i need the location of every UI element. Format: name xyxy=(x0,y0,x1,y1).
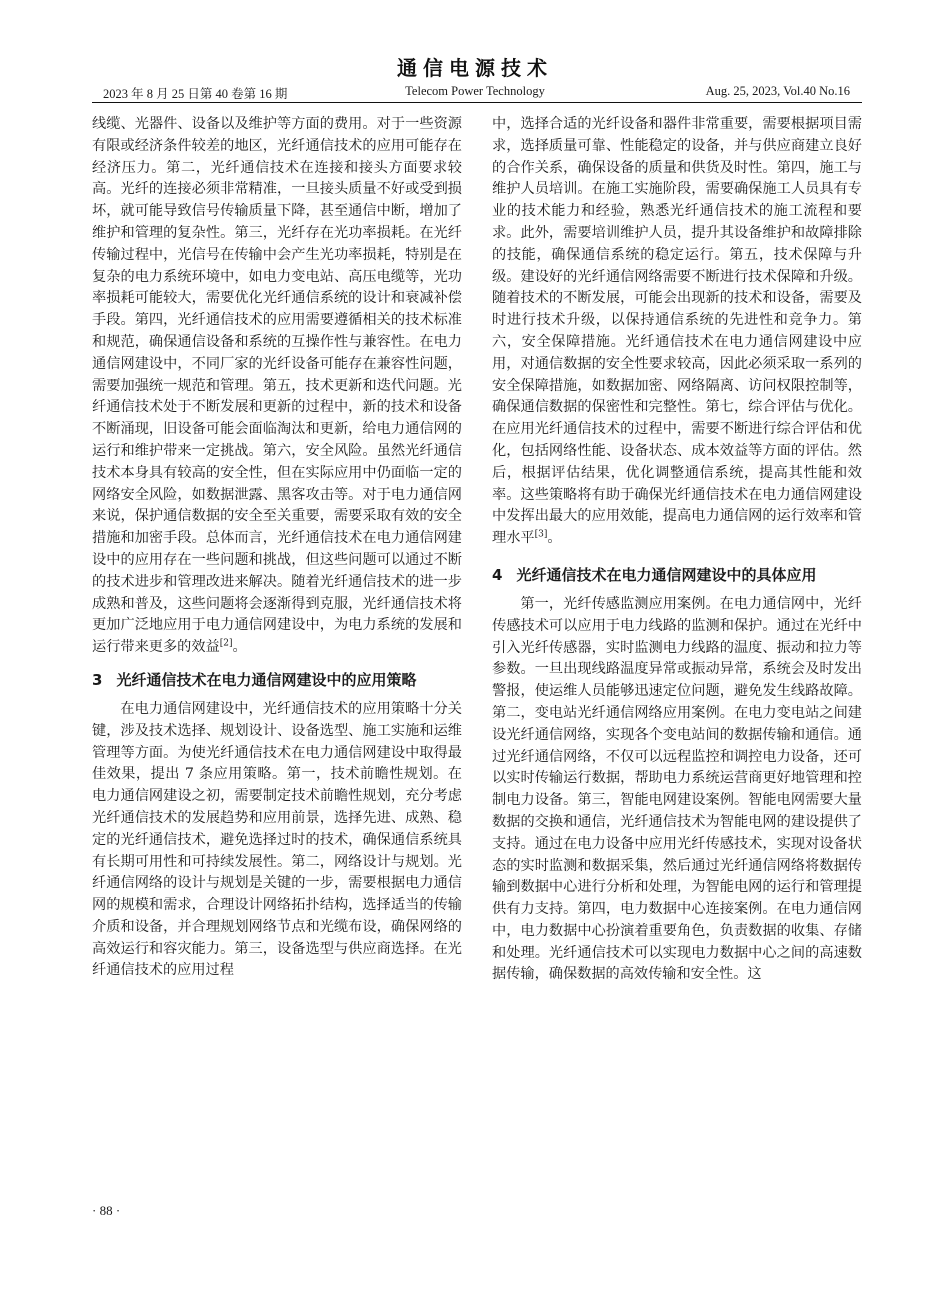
journal-name-en: Telecom Power Technology xyxy=(405,84,545,98)
reference-2[interactable]: [2] xyxy=(219,638,233,649)
issue-date-cn: 2023 年 8 月 25 日第 40 卷第 16 期 xyxy=(103,87,288,101)
left-paragraph-1: 线缆、光器件、设备以及维护等方面的费用。对于一些资源有限或经济条件较差的地区，光纤通信技术的应用可能存在经济压力。第二，光纤通信技术在连接和接头方面要求较高。光纤的连接必须非常精准，一旦接头质量不好或受到损坏，就可能导致信号传输质量下降，甚至通信中断，增加了维护和管理的复杂性。第三，光纤存在光功率损耗。在光纤传输过程中，光信号在传输中会产生光功率损耗，特别是在复杂的电力系统环境中，如电力变电站、高压电缆等，光功率损耗可能较大，需要优化光纤通信系统的设计和衰减补偿手段。第四，光纤通信技术的应用需要遵循相关的技术标准和规范，确保通信设备和系统的互操作性与兼容性。在电力通信网建设中，不同厂家的光纤设备可能存在兼容性问题，需要加强统一规范和管理。第五，技术更新和迭代问题。光纤通信技术处于不断发展和更新的过程中，新的技术和设备不断涌现，旧设备可能会面临淘汰和更新，给电力通信网的运行和维护带来一定挑战。第六，安全风险。虽然光纤通信技术本身具有较高的安全性，但在实际应用中仍面临一定的网络安全风险，如数据泄露、黑客攻击等。对于电力通信网来说，保护通信数据的安全至关重要，需要采取有效的安全措施和加密手段。总体而言，光纤通信技术在电力通信网建设中的应用存在一些问题和挑战，但这些问题可以通过不断的技术进步和管理改进来解决。随着光纤通信技术的进一步成熟和普及，这些问题将会逐渐得到克服，光纤通信技术将更加广泛地应用于电力通信网建设中，为电力系统的发展和运行带来更多的效益[2]。 xyxy=(92,116,462,656)
right-column xyxy=(492,114,862,986)
section-3-title: 光纤通信技术在电力通信网建设中的应用策略 xyxy=(116,670,417,689)
right-paragraph-1: 中，选择合适的光纤设备和器件非常重要，需要根据项目需求，选择质量可靠、性能稳定的设备，并与供应商建立良好的合作关系，确保设备的质量和供货及时性。第四，施工与维护人员培训。在施工实施阶段，需要确保施工人员具有专业的技术能力和经验，熟悉光纤通信技术的施工流程和要求。此外，需要培训维护人员，提升其设备维护和故障排除的技能，确保通信系统的稳定运行。第五，技术保障与升级。建设好的光纤通信网络需要不断进行技术保障和升级。随着技术的不断发展，可能会出现新的技术和设备，需要及时进行技术升级，以保持通信系统的先进性和竞争力。第六，安全保障措施。光纤通信技术在电力通信网建设中应用，对通信数据的安全性要求较高，因此必须采取一系列的安全保障措施，如数据加密、网络隔离、访问权限控制等，确保通信数据的保密性和完整性。第七，综合评估与优化。在应用光纤通信技术的过程中，需要不断进行综合评估和优化，包括网络性能、设备状态、成本效益等方面的评估。然后，根据评估结果，优化调整通信系统，提高其性能和效率。这些策略将有助于确保光纤通信技术在电力通信网建设中发挥出最大的应用效能，提高电力通信网的运行效率和管理水平[3]。 xyxy=(492,116,862,547)
section-3-heading xyxy=(92,669,462,691)
reference-3[interactable]: [3] xyxy=(534,529,548,540)
section-4-title: 光纤通信技术在电力通信网建设中的具体应用 xyxy=(516,565,817,584)
header-rule xyxy=(92,102,862,103)
right-paragraph-2: 第一，光纤传感监测应用案例。在电力通信网中，光纤传感技术可以应用于电力线路的监测和保护。通过在光纤中引入光纤传感器，实时监测电力线路的温度、振动和拉力等参数。一旦出现线路温度异常或振动异常，系统会及时发出警报，使运维人员能够迅速定位问题，避免发生线路故障。第二，变电站光纤通信网络应用案例。在电力变电站之间建设光纤通信网络，实现各个变电站间的数据传输和通信。通过光纤通信网络，不仅可以远程监控和调控电力设备，还可以实时传输运行数据，帮助电力系统运营商更好地管理和控制电力设备。第三，智能电网建设案例。智能电网需要大量数据的交换和通信，光纤通信技术为智能电网的建设提供了支持。通过在电力设备中应用光纤传感技术，实现对设备状态的实时监测和数据采集，然后通过光纤通信网络将数据传输到数据中心进行分析和处理，为智能电网的运行和管理提供有力支持。第四，电力数据中心连接案例。在电力通信网中，电力数据中心扮演着重要角色，负责数据的收集、存储和处理。光纤通信技术可以实现电力数据中心之间的高速数据传输，确保数据的高效传输和安全性。这 xyxy=(492,595,862,983)
left-paragraph-2: 在电力通信网建设中，光纤通信技术的应用策略十分关键，涉及技术选择、规划设计、设备选型、施工实施和运维管理等方面。为使光纤通信技术在电力通信网建设中取得最佳效果，提出 7 条应用策略。第一，技术前瞻性规划。在电力通信网建设之初，需要制定技术前瞻性规划，充分考虑光纤通信技术的发展趋势和应用前景，选择先进、成熟、稳定的光纤通信技术，避免选择过时的技术，确保通信系统具有长期可用性和可持续发展性。第二，网络设计与规划。光纤通信网络的设计与规划是关键的一步，需要根据电力通信网的规模和需求，合理设计网络拓扑结构，选择适当的传输介质和设备，并合理规划网络节点和光缆布设，确保网络的高效运行和容灾能力。第三，设备选型与供应商选择。在光纤通信技术的应用过程 xyxy=(92,700,462,979)
journal-logo: 通信电源技术 xyxy=(397,56,553,80)
section-3-number: 3 xyxy=(92,670,103,689)
page-number: · 88 · xyxy=(92,1203,121,1218)
section-4-heading xyxy=(492,564,862,586)
issue-date-en: Aug. 25, 2023, Vol.40 No.16 xyxy=(705,84,850,98)
section-4-number: 4 xyxy=(492,565,503,584)
left-column xyxy=(92,114,462,982)
